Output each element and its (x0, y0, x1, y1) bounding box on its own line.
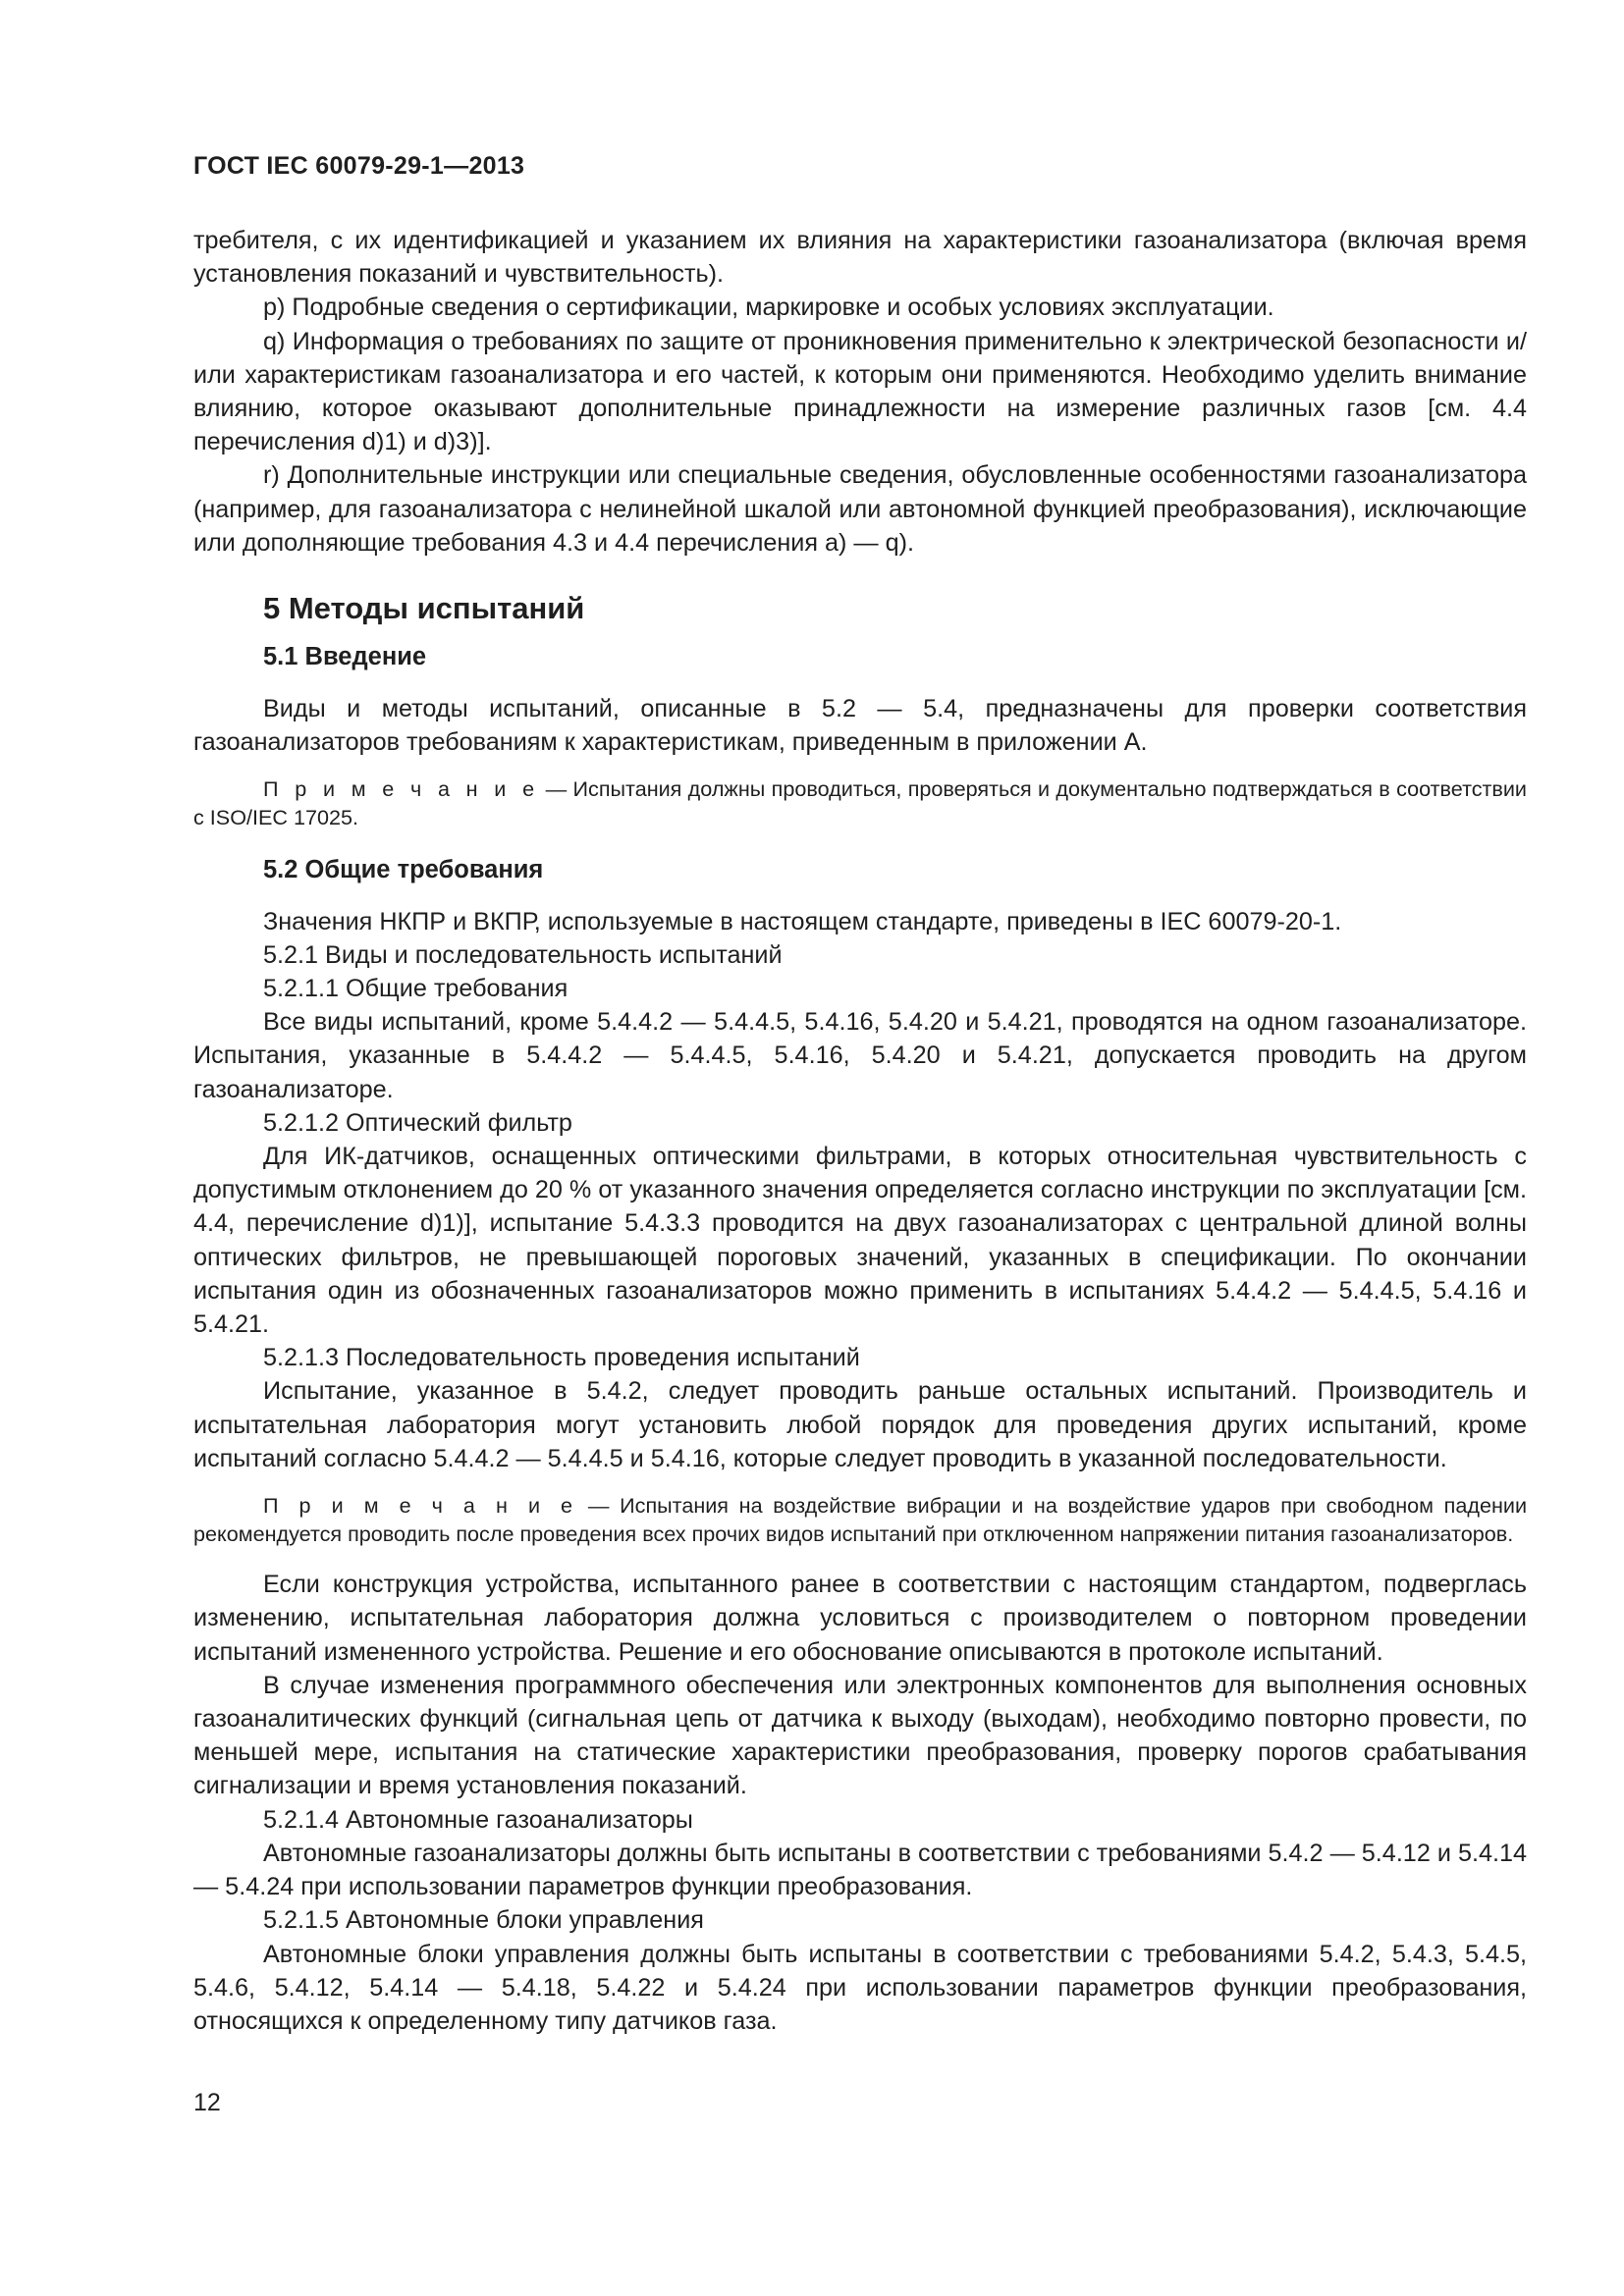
section-5-2-1-4-heading: 5.2.1.4 Автономные газоанализаторы (263, 1805, 693, 1834)
section-5-2-1-4-text: Автономные газоанализаторы должны быть испытаны в соответствии с требованиями 5.4.2 — 5.4.12 и 5.4.14 — 5.4.24 при использовании параметров функции преобразования. (193, 1839, 1527, 1901)
section-5-2-1-3-text: Испытание, указанное в 5.4.2, следует проводить раньше остальных испытаний. Производитель и испытательная лаборатория могут установить любой порядок для проведения других испытаний, кроме испытаний согласно 5.4.4.2 — 5.4.4.5 и 5.4.16, которые следует проводить в указанной последовательности. (193, 1377, 1527, 1472)
note-text: — Испытания должны проводиться, проверяться и документально подтверждаться в соответствии с ISO/IEC 17025. (193, 776, 1527, 830)
paragraph-item-r: r) Дополнительные инструкции или специальные сведения, обусловленные особенностями газоанализатора (например, для газоанализатора с нелинейной шкалой или автономной функцией преобразования), исключающие или дополняющие требования 4.3 и 4.4 перечисления a) — q). (193, 461, 1527, 557)
section-5-2-1-heading: 5.2.1 Виды и последовательность испытаний (263, 940, 783, 969)
section-5-1-heading: 5.1 Введение (263, 643, 427, 671)
note-5-2-1-3 (193, 1492, 1527, 1548)
note-text: — Испытания на воздействие вибрации и на воздействие ударов при свободном падении рекомендуется проводить после проведения всех прочих видов испытаний при отключенном напряжении питания газоанализаторов. (193, 1493, 1528, 1546)
section-5-2-intro: Значения НКПР и ВКПР, используемые в настоящем стандарте, приведены в IEC 60079-20-1. (263, 907, 1342, 935)
section-5-2-1-1-heading: 5.2.1.1 Общие требования (263, 975, 568, 1003)
section-5-2-1-5-heading: 5.2.1.5 Автономные блоки управления (263, 1906, 704, 1935)
document-header: ГОСТ IEC 60079-29-1—2013 (193, 152, 525, 180)
note-label: П р и м е ч а н и е (263, 1493, 578, 1519)
paragraph-design-change: Если конструкция устройства, испытанного ранее в соответствии с настоящим стандартом, подверглась изменению, испытательная лаборатория должна условиться с производителем о повторном проведении испытаний измененного устройства. Решение и его обоснование описываются в протоколе испытаний. (193, 1571, 1527, 1666)
note-label: П р и м е ч а н и е (263, 776, 540, 802)
paragraph-item-p: p) Подробные сведения о сертификации, маркировке и особых условиях эксплуатации. (263, 294, 1274, 322)
section-5-2-1-2-text: Для ИК-датчиков, оснащенных оптическими фильтрами, в которых относительная чувствительность с допустимым отклонением до 20 % от указанного значения определяется согласно инструкции по эксплуатации [см. 4.4, перечисление d)1)], испытание 5.4.3.3 проводится на двух газоанализаторах с центральной длиной волны оптических фильтров, не превышающей пороговых значений, указанных в спецификации. По окончании испытания один из обозначенных газоанализаторов можно применить в испытаниях 5.4.4.2 — 5.4.4.5, 5.4.16 и 5.4.21. (193, 1143, 1527, 1339)
section-5-2-heading: 5.2 Общие требования (263, 855, 544, 883)
note-5-1 (193, 775, 1527, 831)
section-5-1-text: Виды и методы испытаний, описанные в 5.2 — 5.4, предназначены для проверки соответствия газоанализаторов требованиям к характеристикам, приведенным в приложении А. (193, 695, 1527, 757)
document-body (193, 224, 1527, 2038)
paragraph-item-q: q) Информация о требованиях по защите от проникновения применительно к электрической безопасности и/или характеристикам газоанализатора и его частей, к которым они применяются. Необходимо уделить внимание влиянию, которое оказывают дополнительные принадлежности на измерение различных газов [см. 4.4 перечисления d)1) и d)3)]. (193, 327, 1527, 456)
page-number: 12 (193, 2089, 221, 2116)
paragraph-continuation: требителя, с их идентификацией и указанием их влияния на характеристики газоанализатора (включая время установления показаний и чувствительность). (193, 227, 1527, 289)
section-5-2-1-2-heading: 5.2.1.2 Оптический фильтр (263, 1108, 572, 1137)
section-5-heading: 5 Методы испытаний (263, 591, 585, 626)
section-5-2-1-3-heading: 5.2.1.3 Последовательность проведения испытаний (263, 1344, 860, 1372)
section-5-2-1-5-text: Автономные блоки управления должны быть испытаны в соответствии с требованиями 5.4.2, 5.4.3, 5.4.5, 5.4.6, 5.4.12, 5.4.14 — 5.4.18, 5.4.22 и 5.4.24 при использовании параметров функции преобразования, относящихся к определенному типу датчиков газа. (193, 1940, 1527, 2035)
paragraph-software-change: В случае изменения программного обеспечения или электронных компонентов для выполнения основных газоаналитических функций (сигнальная цепь от датчика к выходу (выходам), необходимо повторно провести, по меньшей мере, испытания на статические характеристики преобразования, проверку порогов срабатывания сигнализации и время установления показаний. (193, 1671, 1527, 1800)
section-5-2-1-1-text: Все виды испытаний, кроме 5.4.4.2 — 5.4.4.5, 5.4.16, 5.4.20 и 5.4.21, проводятся на одном газоанализаторе. Испытания, указанные в 5.4.4.2 — 5.4.4.5, 5.4.16, 5.4.20 и 5.4.21, допускается проводить на другом газоанализаторе. (193, 1008, 1527, 1103)
